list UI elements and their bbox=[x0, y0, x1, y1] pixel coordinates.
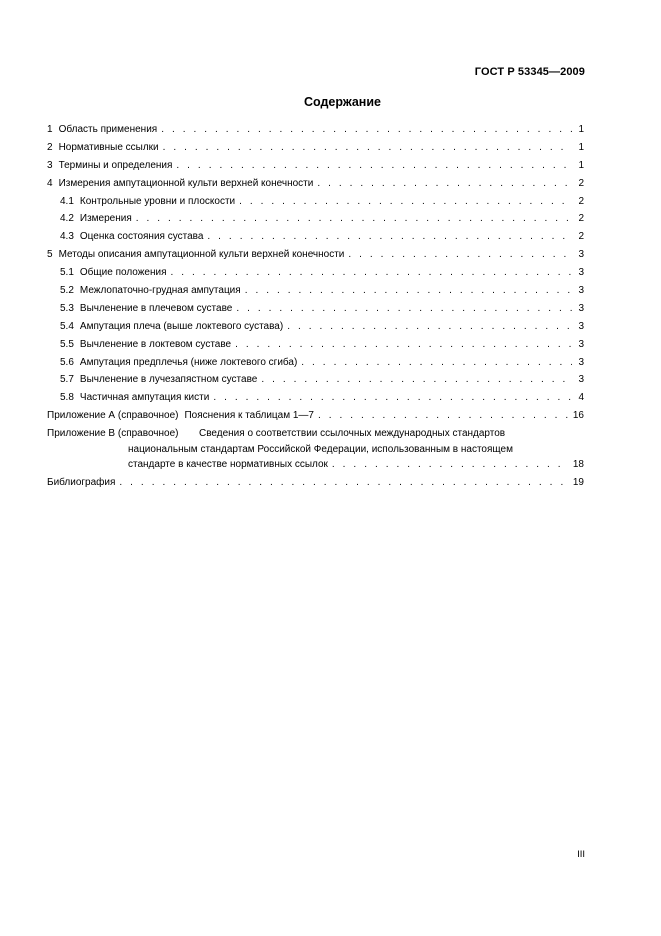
toc-entry-title: Термины и определения bbox=[58, 159, 173, 171]
appendix-b-title-line3: стандарте в качестве нормативных ссылок bbox=[128, 459, 328, 471]
toc-entry-number: 4 bbox=[47, 177, 53, 189]
leader-dots bbox=[176, 157, 572, 175]
leader-dots bbox=[261, 371, 572, 389]
leader-dots bbox=[163, 139, 572, 157]
toc-entry-title: Ампутация плеча (выше локтевого сустава) bbox=[79, 320, 284, 332]
toc-entry-page: 3 bbox=[578, 249, 584, 261]
toc-entry-page: 3 bbox=[578, 356, 584, 368]
appendix-b-page: 18 bbox=[572, 459, 584, 471]
toc-entry[interactable] bbox=[47, 354, 584, 372]
toc-entry[interactable] bbox=[47, 210, 584, 228]
page-number: III bbox=[577, 849, 585, 860]
toc-entry[interactable] bbox=[47, 318, 584, 336]
toc-entry-title: Область применения bbox=[58, 124, 158, 135]
toc-entry-number: 4.1 bbox=[60, 195, 74, 207]
toc-entry-page: 2 bbox=[578, 195, 584, 207]
toc-entry-number: 5 bbox=[47, 249, 53, 261]
toc-entry-title: Измерения bbox=[79, 213, 132, 225]
toc-entry-page: 4 bbox=[578, 392, 584, 404]
toc-entry-title: Оценка состояния сустава bbox=[79, 231, 204, 243]
toc-entry-title: Вычленение в лучезапястном суставе bbox=[79, 374, 258, 386]
toc-entry-page: 3 bbox=[578, 267, 584, 279]
toc-title: Содержание bbox=[303, 95, 381, 109]
toc-entry-bibliography[interactable] bbox=[47, 474, 584, 492]
appendix-a-title: Пояснения к таблицам 1—7 bbox=[184, 410, 314, 422]
toc-entry-page: 2 bbox=[578, 231, 584, 243]
toc-entry-number: 2 bbox=[47, 141, 53, 153]
toc-entry-page: 3 bbox=[578, 302, 584, 314]
toc-entry-number: 4.2 bbox=[60, 213, 74, 225]
toc-entry-title: Межлопаточно-грудная ампутация bbox=[79, 285, 241, 297]
leader-dots bbox=[236, 300, 572, 318]
toc-entry[interactable] bbox=[47, 121, 584, 139]
appendix-b-label: Приложение В (справочное) bbox=[47, 428, 179, 440]
bibliography-title: Библиография bbox=[47, 476, 116, 488]
toc-entry-number: 3 bbox=[47, 159, 53, 171]
toc-entry-number: 5.4 bbox=[60, 320, 74, 332]
toc-entry[interactable] bbox=[47, 336, 584, 354]
toc-entry-number: 5.8 bbox=[60, 392, 74, 404]
leader-dots bbox=[171, 264, 573, 282]
toc-entry[interactable] bbox=[47, 246, 584, 264]
leader-dots bbox=[239, 193, 572, 211]
toc-entry-page: 3 bbox=[578, 338, 584, 350]
bibliography-page: 19 bbox=[572, 476, 584, 488]
leader-dots bbox=[287, 318, 572, 336]
appendix-a-page: 16 bbox=[572, 410, 584, 422]
toc-entry-number: 1 bbox=[47, 124, 53, 135]
leader-dots bbox=[332, 457, 569, 473]
toc-entry[interactable] bbox=[47, 193, 584, 211]
toc-entry-page: 1 bbox=[578, 124, 584, 135]
toc-entry-title: Нормативные ссылки bbox=[58, 141, 159, 153]
leader-dots bbox=[207, 228, 572, 246]
leader-dots bbox=[213, 389, 572, 407]
table-of-contents bbox=[47, 121, 584, 492]
standard-code: ГОСТ Р 53345—2009 bbox=[474, 66, 585, 78]
toc-entry-title: Общие положения bbox=[79, 267, 167, 279]
toc-entry[interactable] bbox=[47, 264, 584, 282]
toc-entry-page: 1 bbox=[578, 141, 584, 153]
toc-entry-page: 2 bbox=[578, 213, 584, 225]
toc-entry-page: 3 bbox=[578, 374, 584, 386]
toc-entry-appendix-a[interactable] bbox=[47, 407, 584, 425]
toc-entry[interactable] bbox=[47, 139, 584, 157]
toc-entry-page: 1 bbox=[578, 159, 584, 171]
toc-entry[interactable] bbox=[47, 389, 584, 407]
toc-entry-page: 3 bbox=[578, 320, 584, 332]
leader-dots bbox=[136, 210, 572, 228]
toc-entry-page: 2 bbox=[578, 177, 584, 189]
toc-entry-number: 5.2 bbox=[60, 285, 74, 297]
toc-items bbox=[47, 121, 584, 407]
toc-entry-number: 5.1 bbox=[60, 267, 74, 279]
toc-entry-number: 4.3 bbox=[60, 231, 74, 243]
appendix-b-title-line1: Сведения о соответствии ссылочных международных стандартов bbox=[199, 428, 506, 440]
leader-dots bbox=[245, 282, 572, 300]
leader-dots bbox=[348, 246, 572, 264]
toc-entry-title: Ампутация предплечья (ниже локтевого сгиба) bbox=[79, 356, 298, 368]
toc-entry-title: Вычленение в плечевом суставе bbox=[79, 302, 233, 314]
toc-entry[interactable] bbox=[47, 157, 584, 175]
toc-entry[interactable] bbox=[47, 300, 584, 318]
toc-entry-title: Методы описания ампутационной культи верхней конечности bbox=[58, 249, 345, 261]
toc-entry-number: 5.3 bbox=[60, 302, 74, 314]
leader-dots bbox=[317, 175, 572, 193]
leader-dots bbox=[235, 336, 572, 354]
toc-entry-number: 5.5 bbox=[60, 338, 74, 350]
toc-entry-title: Вычленение в локтевом суставе bbox=[79, 338, 232, 350]
appendix-b-title-line2: национальным стандартам Российской Федерации, использованным в настоящем bbox=[128, 443, 513, 455]
leader-dots bbox=[318, 407, 569, 425]
leader-dots bbox=[119, 474, 568, 492]
leader-dots bbox=[161, 121, 572, 139]
toc-entry-title: Частичная ампутация кисти bbox=[79, 392, 210, 404]
toc-entry-page: 3 bbox=[578, 285, 584, 297]
appendix-a-label: Приложение А (справочное) bbox=[47, 410, 179, 422]
toc-entry[interactable] bbox=[47, 282, 584, 300]
toc-entry[interactable] bbox=[47, 175, 584, 193]
toc-entry-title: Контрольные уровни и плоскости bbox=[79, 195, 236, 207]
leader-dots bbox=[301, 354, 572, 372]
toc-entry[interactable] bbox=[47, 228, 584, 246]
toc-entry-number: 5.6 bbox=[60, 356, 74, 368]
toc-entry[interactable] bbox=[47, 371, 584, 389]
toc-entry-number: 5.7 bbox=[60, 374, 74, 386]
toc-entry-appendix-b[interactable] bbox=[47, 426, 584, 473]
toc-entry-title: Измерения ампутационной культи верхней конечности bbox=[58, 177, 314, 189]
